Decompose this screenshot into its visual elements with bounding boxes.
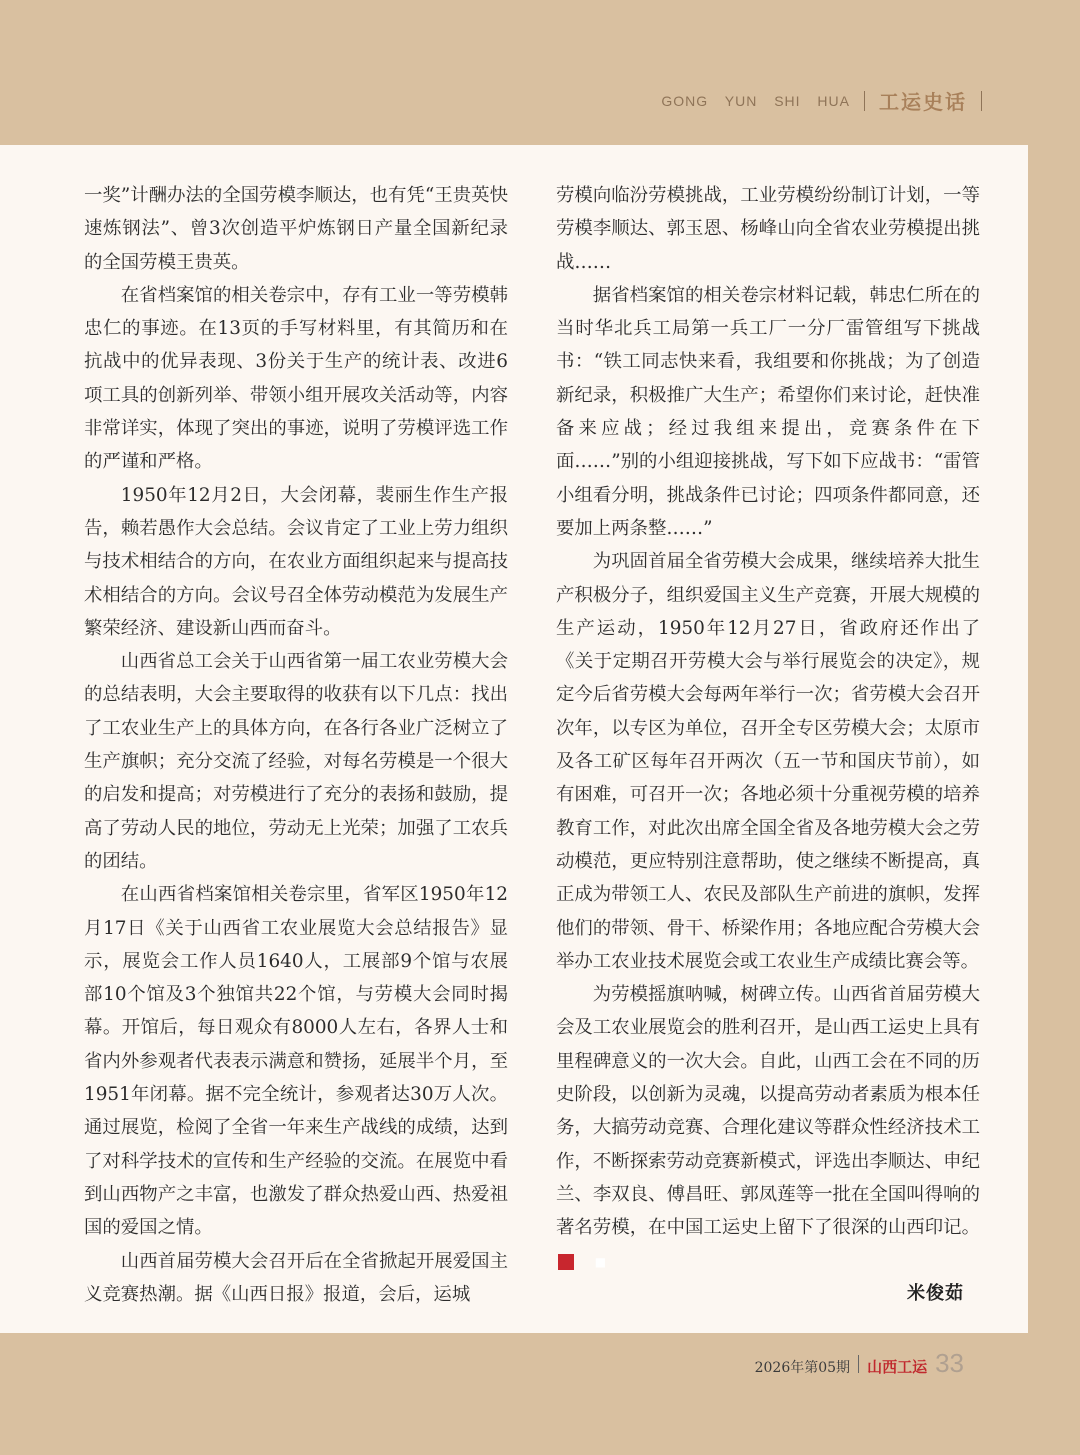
paragraph: 山西省总工会关于山西省第一届工农业劳模大会的总结表明，大会主要取得的收获有以下几点：找出了工农业生产上的具体方向，在各行各业广泛树立了生产旗帜；充分交流了经验，对每名劳模是一个很大的启发和提高；对劳模进行了充分的表扬和鼓励，提高了劳动人民的地位，劳动无上光荣；加强了工农兵的团结。 <box>84 651 508 872</box>
paragraph <box>556 978 980 1278</box>
paragraph: 劳模向临汾劳模挑战，工业劳模纷纷制订计划，一等劳模李顺达、郭玉恩、杨峰山向全省农业劳模提出挑战…… <box>556 185 980 273</box>
paragraph: 在山西省档案馆相关卷宗里，省军区1950年12月17日《关于山西省工农业展览大会总结报告》显示，展览会工作人员1640人，工展部9个馆与农展部10个馆及3个独馆共22个馆，与劳模大会同时揭幕。开馆后，每日观众有8000人左右，各界人士和省内外参观者代表表示满意和赞扬，延展半个月，至1951年闭幕。据不完全统计，参观者达30万人次。通过展览，检阅了全省一年来生产战线的成绩，达到了对科学技术的宣传和生产经验的交流。在展览中看到山西物产之丰富，也激发了群众热爱山西、热爱祖国的爱国之情。 <box>84 884 508 1239</box>
paragraph: 在省档案馆的相关卷宗中，存有工业一等劳模韩忠仁的事迹。在13页的手写材料里，有其简历和在抗战中的优异表现、3份关于生产的统计表、改进6项工具的创新列举、带领小组开展攻关活动等，内容非常详实，体现了突出的事迹，说明了劳模评选工作的严谨和严格。 <box>84 284 508 473</box>
right-column <box>556 179 980 1278</box>
article-panel <box>0 145 1028 1333</box>
paragraph: 据省档案馆的相关卷宗材料记载，韩忠仁所在的当时华北兵工局第一兵工厂一分厂雷管组写下挑战书：“铁工同志快来看，我组要和你挑战；为了创造新纪录，积极推广大生产；希望你们来讨论，赶快准备来应战；经过我组来提出，竞赛条件在下面……”别的小组迎接挑战，写下如下应战书：“雷管小组看分明，挑战条件已讨论；四项条件都同意，还要加上两条整……” <box>556 284 980 539</box>
column-pinyin: GONG YUN SHI HUA <box>661 92 850 109</box>
paragraph: 为巩固首届全省劳模大会成果，继续培养大批生产积极分子，组织爱国主义生产竞赛，开展大规模的生产运动，1950年12月27日，省政府还作出了《关于定期召开劳模大会与举行展览会的决定》，规定今后省劳模大会每两年举行一次；省劳模大会召开次年，以专区为单位，召开全专区劳模大会；太原市及各工矿区每年召开两次（五一节和国庆节前），如有困难，可召开一次；各地必须十分重视劳模的培养教育工作，对此次出席全国全省及各地劳模大会之劳动模范，更应特别注意帮助，使之继续不断提高，真正成为带领工人、农民及部队生产前进的旗帜，发挥他们的带领、骨干、桥梁作用；各地应配合劳模大会举办工农业技术展览会或工农业生产成绩比赛会等。 <box>556 551 980 972</box>
end-mark-icon: ■ <box>558 1254 574 1270</box>
footer-divider <box>858 1355 859 1373</box>
magazine-name: 山西工运 <box>867 1358 928 1376</box>
paragraph: 1950年12月2日，大会闭幕，裴丽生作生产报告，赖若愚作大会总结。会议肯定了工业上劳力组织与技术相结合的方向，在农业方面组织起来与提高技术相结合的方向。会议号召全体劳动模范为发展生产繁荣经济、建设新山西而奋斗。 <box>84 484 508 639</box>
header-divider <box>981 91 982 111</box>
page-number: 33 <box>935 1348 964 1378</box>
page-footer <box>755 1348 964 1379</box>
paragraph-text: 为劳模摇旗呐喊，树碑立传。山西省首届劳模大会及工农业展览会的胜利召开，是山西工运史上具有里程碑意义的一次大会。自此，山西工会在不同的历史阶段，以创新为灵魂，以提高劳动者素质为根本任务，大搞劳动竞赛、合理化建议等群众性经济技术工作，不断探索劳动竞赛新模式，评选出李顺达、申纪兰、李双良、傅昌旺、郭凤莲等一批在全国叫得响的著名劳模，在中国工运史上留下了很深的山西印记。 <box>556 984 980 1239</box>
left-column <box>84 179 508 1311</box>
column-title: 工运史话 <box>879 90 967 114</box>
page-header <box>661 86 982 115</box>
author-byline: 米俊茹 <box>907 1283 964 1304</box>
issue-label: 2026年第05期 <box>754 1360 851 1376</box>
header-divider <box>864 91 865 111</box>
paragraph: 一奖”计酬办法的全国劳模李顺达，也有凭“王贵英快速炼钢法”、曾3次创造平炉炼钢日产量全国新纪录的全国劳模王贵英。 <box>84 185 508 273</box>
paragraph: 山西首届劳模大会召开后在全省掀起开展爱国主义竞赛热潮。据《山西日报》报道，会后，运城 <box>84 1250 508 1305</box>
